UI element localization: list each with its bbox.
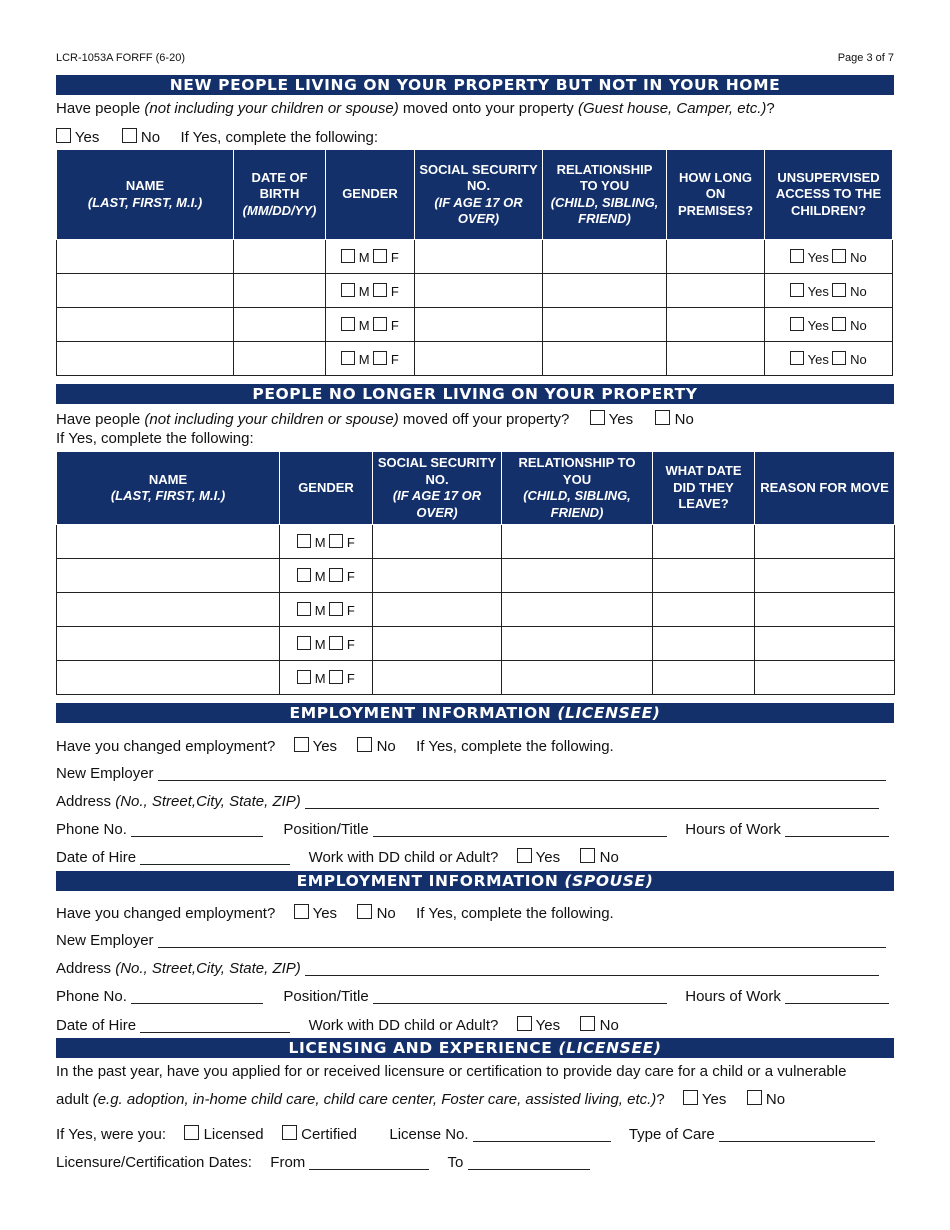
emp-sp-employer-field[interactable] xyxy=(158,934,886,948)
emp-sp-yes-checkbox[interactable] xyxy=(294,904,309,919)
unsupervised-no-checkbox[interactable] xyxy=(832,351,846,365)
col-gender: GENDER xyxy=(326,150,415,240)
ssn-cell[interactable] xyxy=(373,559,502,593)
emp-lic-position-field[interactable] xyxy=(373,823,667,837)
emp-sp-no-checkbox[interactable] xyxy=(357,904,372,919)
licensing-title: LICENSING AND EXPERIENCE (LICENSEE) xyxy=(56,1038,894,1058)
certified-checkbox[interactable] xyxy=(282,1125,297,1140)
dob-cell[interactable] xyxy=(234,342,326,376)
new-people-table xyxy=(56,149,893,376)
unsupervised-cell: Yes No xyxy=(765,342,893,376)
col-name: NAME (LAST, FIRST, M.I.) xyxy=(57,150,234,240)
relationship-cell[interactable] xyxy=(502,661,653,695)
emp-sp-phone-row: Phone No. Position/Title Hours of Work xyxy=(56,988,889,1005)
gender-cell: M F xyxy=(280,525,373,559)
relationship-cell[interactable] xyxy=(502,593,653,627)
gender-cell: M F xyxy=(326,240,415,274)
gender-m-checkbox[interactable] xyxy=(341,283,355,297)
emp-lic-address-field[interactable] xyxy=(305,795,879,809)
col-ssn: SOCIAL SECURITY NO. (IF AGE 17 OR OVER) xyxy=(373,452,502,525)
form-id: LCR-1053A FORFF (6-20) xyxy=(56,52,185,64)
unsupervised-no-checkbox[interactable] xyxy=(832,249,846,263)
unsupervised-yes-checkbox[interactable] xyxy=(790,249,804,263)
gender-m-checkbox[interactable] xyxy=(297,636,311,650)
emp-lic-employer-row: New Employer xyxy=(56,765,886,782)
relationship-cell[interactable] xyxy=(502,525,653,559)
name-cell[interactable] xyxy=(57,661,280,695)
relationship-cell[interactable] xyxy=(502,627,653,661)
name-cell[interactable] xyxy=(57,240,234,274)
relationship-cell[interactable] xyxy=(543,308,667,342)
employment-licensee-title: EMPLOYMENT INFORMATION (LICENSEE) xyxy=(56,703,894,723)
gender-f-checkbox[interactable] xyxy=(329,568,343,582)
dob-cell[interactable] xyxy=(234,240,326,274)
ssn-cell[interactable] xyxy=(373,661,502,695)
table-row xyxy=(57,593,895,627)
relationship-cell[interactable] xyxy=(543,240,667,274)
emp-sp-changed-row: Have you changed employment? Yes No If Yes, complete the following. xyxy=(56,905,614,922)
col-relationship: RELATIONSHIP TO YOU (CHILD, SIBLING, FRIEND) xyxy=(543,150,667,240)
unsupervised-no-checkbox[interactable] xyxy=(832,317,846,331)
date-left-cell[interactable] xyxy=(653,661,755,695)
ssn-cell[interactable] xyxy=(415,240,543,274)
gender-cell: M F xyxy=(280,661,373,695)
emp-sp-employer-row: New Employer xyxy=(56,932,886,949)
col-reason: REASON FOR MOVE xyxy=(755,452,895,525)
name-cell[interactable] xyxy=(57,342,234,376)
emp-lic-phone-field[interactable] xyxy=(131,823,263,837)
gender-cell: M F xyxy=(280,559,373,593)
unsupervised-yes-checkbox[interactable] xyxy=(790,317,804,331)
gender-f-checkbox[interactable] xyxy=(329,670,343,684)
name-cell[interactable] xyxy=(57,559,280,593)
table-row xyxy=(57,308,893,342)
col-gender: GENDER xyxy=(280,452,373,525)
ssn-cell[interactable] xyxy=(415,274,543,308)
gender-cell: M F xyxy=(326,274,415,308)
gender-m-checkbox[interactable] xyxy=(297,602,311,616)
reason-cell[interactable] xyxy=(755,661,895,695)
reason-cell[interactable] xyxy=(755,593,895,627)
name-cell[interactable] xyxy=(57,593,280,627)
gender-f-checkbox[interactable] xyxy=(373,249,387,263)
emp-sp-phone-field[interactable] xyxy=(131,990,263,1004)
name-cell[interactable] xyxy=(57,274,234,308)
emp-lic-changed-row: Have you changed employment? Yes No If Yes, complete the following. xyxy=(56,738,614,755)
emp-lic-yes-checkbox[interactable] xyxy=(294,737,309,752)
page-number: Page 3 of 7 xyxy=(837,52,894,64)
ssn-cell[interactable] xyxy=(415,308,543,342)
unsupervised-cell: Yes No xyxy=(765,240,893,274)
emp-lic-dd-yes-checkbox[interactable] xyxy=(517,848,532,863)
col-name: NAME (LAST, FIRST, M.I.) xyxy=(57,452,280,525)
type-of-care-field[interactable] xyxy=(719,1128,875,1142)
gender-f-checkbox[interactable] xyxy=(329,636,343,650)
gender-cell: M F xyxy=(280,627,373,661)
licensing-yes-checkbox[interactable] xyxy=(683,1090,698,1105)
emp-lic-hire-field[interactable] xyxy=(140,851,290,865)
emp-lic-hire-row: Date of Hire Work with DD child or Adult? Yes No xyxy=(56,849,619,866)
licensing-no-checkbox[interactable] xyxy=(747,1090,762,1105)
new-people-no-checkbox[interactable] xyxy=(122,128,137,143)
gender-f-checkbox[interactable] xyxy=(329,602,343,616)
gender-m-checkbox[interactable] xyxy=(297,670,311,684)
col-unsupervised: UNSUPERVISED ACCESS TO THE CHILDREN? xyxy=(765,150,893,240)
date-left-cell[interactable] xyxy=(653,627,755,661)
name-cell[interactable] xyxy=(57,308,234,342)
emp-sp-address-row: Address (No., Street,City, State, ZIP) xyxy=(56,960,879,977)
no-longer-section-title: PEOPLE NO LONGER LIVING ON YOUR PROPERTY xyxy=(56,384,894,404)
no-longer-yes-checkbox[interactable] xyxy=(590,410,605,425)
name-cell[interactable] xyxy=(57,627,280,661)
emp-lic-hours-field[interactable] xyxy=(785,823,889,837)
reason-cell[interactable] xyxy=(755,627,895,661)
col-ssn: SOCIAL SECURITY NO. (IF AGE 17 OR OVER) xyxy=(415,150,543,240)
reason-cell[interactable] xyxy=(755,525,895,559)
gender-cell: M F xyxy=(280,593,373,627)
no-longer-table xyxy=(56,451,895,695)
emp-lic-no-checkbox[interactable] xyxy=(357,737,372,752)
col-dob: DATE OF BIRTH (MM/DD/YY) xyxy=(234,150,326,240)
gender-f-checkbox[interactable] xyxy=(373,317,387,331)
reason-cell[interactable] xyxy=(755,559,895,593)
relationship-cell[interactable] xyxy=(543,342,667,376)
date-left-cell[interactable] xyxy=(653,559,755,593)
emp-sp-dd-no-checkbox[interactable] xyxy=(580,1016,595,1031)
table-row xyxy=(57,525,895,559)
unsupervised-cell: Yes No xyxy=(765,274,893,308)
table-row xyxy=(57,240,893,274)
dob-cell[interactable] xyxy=(234,274,326,308)
how-long-cell[interactable] xyxy=(667,240,765,274)
unsupervised-yes-checkbox[interactable] xyxy=(790,283,804,297)
no-longer-no-checkbox[interactable] xyxy=(655,410,670,425)
gender-f-checkbox[interactable] xyxy=(373,283,387,297)
emp-sp-position-field[interactable] xyxy=(373,990,667,1004)
ssn-cell[interactable] xyxy=(373,525,502,559)
gender-m-checkbox[interactable] xyxy=(341,351,355,365)
emp-lic-address-row: Address (No., Street,City, State, ZIP) xyxy=(56,793,879,810)
emp-sp-hours-field[interactable] xyxy=(785,990,889,1004)
table-row xyxy=(57,627,895,661)
col-relationship: RELATIONSHIP TO YOU (CHILD, SIBLING, FRIEND) xyxy=(502,452,653,525)
new-people-section-title: NEW PEOPLE LIVING ON YOUR PROPERTY BUT NOT IN YOUR HOME xyxy=(56,75,894,95)
licensing-dates-row: Licensure/Certification Dates: From To xyxy=(56,1154,590,1171)
how-long-cell[interactable] xyxy=(667,342,765,376)
new-people-yes-no: Yes No If Yes, complete the following: xyxy=(56,128,378,146)
gender-f-checkbox[interactable] xyxy=(373,351,387,365)
gender-m-checkbox[interactable] xyxy=(341,249,355,263)
emp-sp-hire-field[interactable] xyxy=(140,1019,290,1033)
to-date-field[interactable] xyxy=(468,1156,590,1170)
name-cell[interactable] xyxy=(57,525,280,559)
unsupervised-cell: Yes No xyxy=(765,308,893,342)
emp-sp-hire-row: Date of Hire Work with DD child or Adult? Yes No xyxy=(56,1017,619,1034)
licensing-type-row: If Yes, were you: Licensed Certified License No. Type of Care xyxy=(56,1125,875,1143)
new-people-yes-checkbox[interactable] xyxy=(56,128,71,143)
gender-m-checkbox[interactable] xyxy=(341,317,355,331)
table-row xyxy=(57,342,893,376)
gender-m-checkbox[interactable] xyxy=(297,534,311,548)
table-row xyxy=(57,559,895,593)
col-how-long: HOW LONG ON PREMISES? xyxy=(667,150,765,240)
col-date-left: WHAT DATE DID THEY LEAVE? xyxy=(653,452,755,525)
emp-sp-dd-yes-checkbox[interactable] xyxy=(517,1016,532,1031)
no-longer-question: Have people (not including your children or spouse) moved off your property? Yes No xyxy=(56,411,694,428)
dob-cell[interactable] xyxy=(234,308,326,342)
emp-lic-employer-field[interactable] xyxy=(158,767,886,781)
table-row xyxy=(57,661,895,695)
licensing-question-line1: In the past year, have you applied for or received licensure or certification to provide day care for a child or a vulnerable xyxy=(56,1063,847,1080)
emp-lic-dd-no-checkbox[interactable] xyxy=(580,848,595,863)
emp-lic-phone-row: Phone No. Position/Title Hours of Work xyxy=(56,821,889,838)
relationship-cell[interactable] xyxy=(543,274,667,308)
gender-f-checkbox[interactable] xyxy=(329,534,343,548)
license-no-field[interactable] xyxy=(473,1128,611,1142)
ssn-cell[interactable] xyxy=(415,342,543,376)
ssn-cell[interactable] xyxy=(373,627,502,661)
no-longer-if-yes: If Yes, complete the following: xyxy=(56,430,254,447)
date-left-cell[interactable] xyxy=(653,593,755,627)
gender-cell: M F xyxy=(326,308,415,342)
emp-sp-address-field[interactable] xyxy=(305,962,879,976)
relationship-cell[interactable] xyxy=(502,559,653,593)
from-date-field[interactable] xyxy=(309,1156,429,1170)
table-row xyxy=(57,274,893,308)
gender-m-checkbox[interactable] xyxy=(297,568,311,582)
unsupervised-yes-checkbox[interactable] xyxy=(790,351,804,365)
gender-cell: M F xyxy=(326,342,415,376)
unsupervised-no-checkbox[interactable] xyxy=(832,283,846,297)
new-people-question: Have people (not including your children or spouse) moved onto your property (Guest house, Camper, etc.)? xyxy=(56,100,775,117)
how-long-cell[interactable] xyxy=(667,308,765,342)
ssn-cell[interactable] xyxy=(373,593,502,627)
licensing-question-line2: adult (e.g. adoption, in-home child care, child care center, Foster care, assisted living, etc.)? Yes No xyxy=(56,1091,786,1108)
licensed-checkbox[interactable] xyxy=(184,1125,199,1140)
date-left-cell[interactable] xyxy=(653,525,755,559)
how-long-cell[interactable] xyxy=(667,274,765,308)
employment-spouse-title: EMPLOYMENT INFORMATION (SPOUSE) xyxy=(56,871,894,891)
